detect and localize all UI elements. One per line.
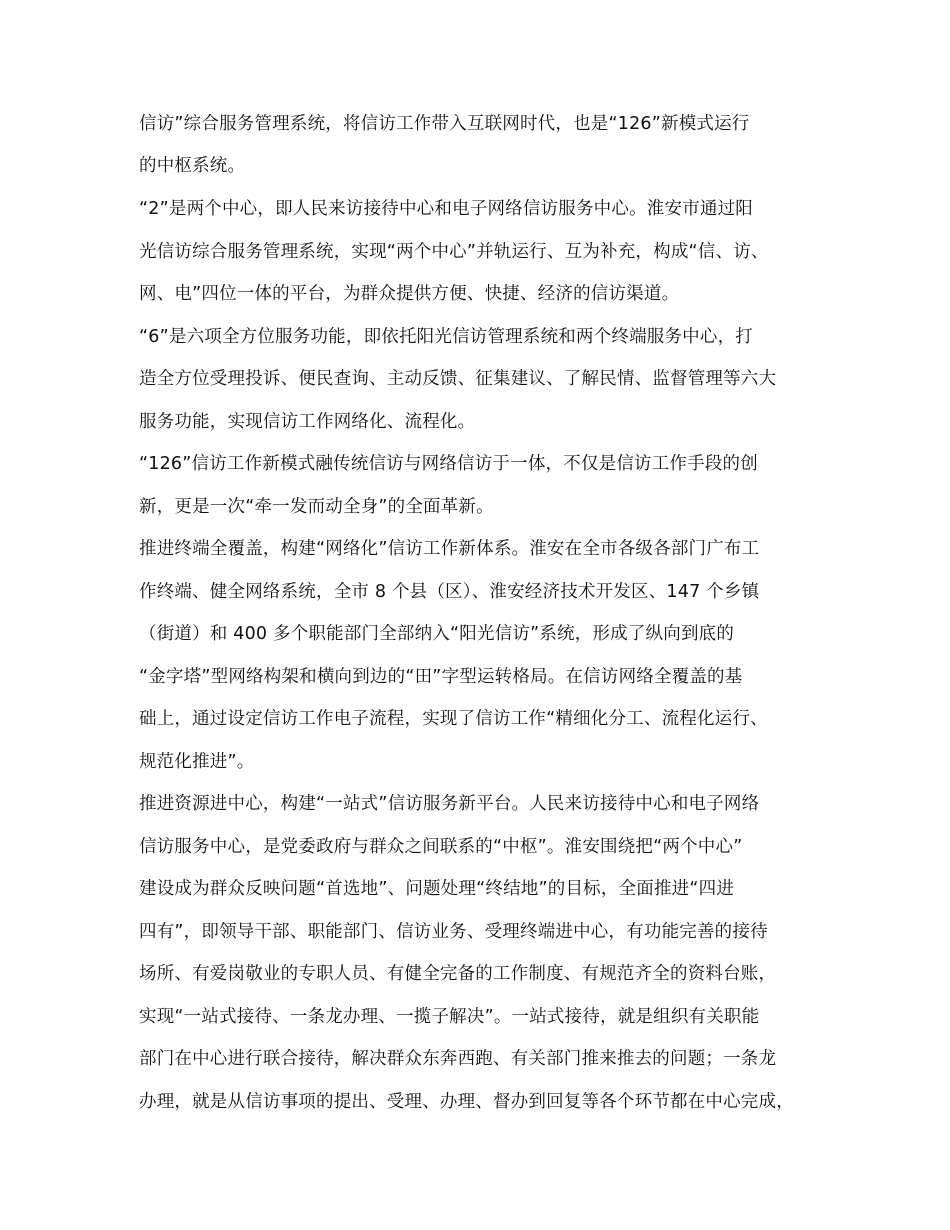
text-line: 规范化推进”。 [139, 752, 255, 772]
text-line: 造全方位受理投诉、便民查询、主动反馈、征集建议、了解民情、监督管理等六大 [139, 369, 777, 389]
text-line: 部门在中心进行联合接待，解决群众东奔西跑、有关部门推来推去的问题；一条龙 [139, 1049, 777, 1069]
text-line: 实现“一站式接待、一条龙办理、一揽子解决”。一站式接待，就是组织有关职能 [139, 1007, 760, 1027]
text-line: 办理，就是从信访事项的提出、受理、办理、督办到回复等各个环节都在中心完成， [139, 1092, 794, 1112]
text-line: 建设成为群众反映问题“首选地”、问题处理“终结地”的目标，全面推进“四进 [139, 879, 735, 899]
text-line: 服务功能，实现信访工作网络化、流程化。 [139, 412, 476, 432]
text-line: “126”信访工作新模式融传统信访与网络信访于一体，不仅是信访工作手段的创 [139, 454, 758, 474]
text-line: “6”是六项全方位服务功能，即依托阳光信访管理系统和两个终端服务中心，打 [139, 327, 753, 347]
text-line: 信访”综合服务管理系统，将信访工作带入互联网时代，也是“126”新模式运行 [139, 114, 750, 134]
text-line: 推进资源进中心，构建“一站式”信访服务新平台。人民来访接待中心和电子网络 [139, 794, 760, 814]
text-line: “2”是两个中心，即人民来访接待中心和电子网络信访服务中心。淮安市通过阳 [139, 199, 753, 219]
text-line: 新，更是一次“牵一发而动全身”的全面革新。 [139, 497, 494, 517]
text-line: 作终端、健全网络系统，全市 8 个县（区）、淮安经济技术开发区、147 个乡镇 [139, 582, 760, 602]
text-line: 信访服务中心，是党委政府与群众之间联系的“中枢”。淮安围绕把“两个中心” [139, 837, 743, 857]
text-line: 四有”，即领导干部、职能部门、信访业务、受理终端进中心，有功能完善的接待 [139, 922, 768, 942]
text-line: 光信访综合服务管理系统，实现“两个中心”并轨运行、互为补充，构成“信、访、 [139, 242, 769, 262]
text-line: 场所、有爱岗敬业的专职人员、有健全完备的工作制度、有规范齐全的资料台账， [139, 964, 777, 984]
text-line: 推进终端全覆盖，构建“网络化”信访工作新体系。淮安在全市各级各部门广布工 [139, 539, 760, 559]
text-line: 础上，通过设定信访工作电子流程，实现了信访工作“精细化分工、流程化运行、 [139, 709, 768, 729]
text-line: （街道）和 400 多个职能部门全部纳入“阳光信访”系统，形成了纵向到底的 [139, 624, 735, 644]
text-line: 的中枢系统。 [139, 156, 246, 176]
text-line: “金字塔”型网络构架和横向到边的“田”字型运转格局。在信访网络全覆盖的基 [139, 667, 743, 687]
text-line: 网、电”四位一体的平台，为群众提供方便、快捷、经济的信访渠道。 [139, 284, 680, 304]
